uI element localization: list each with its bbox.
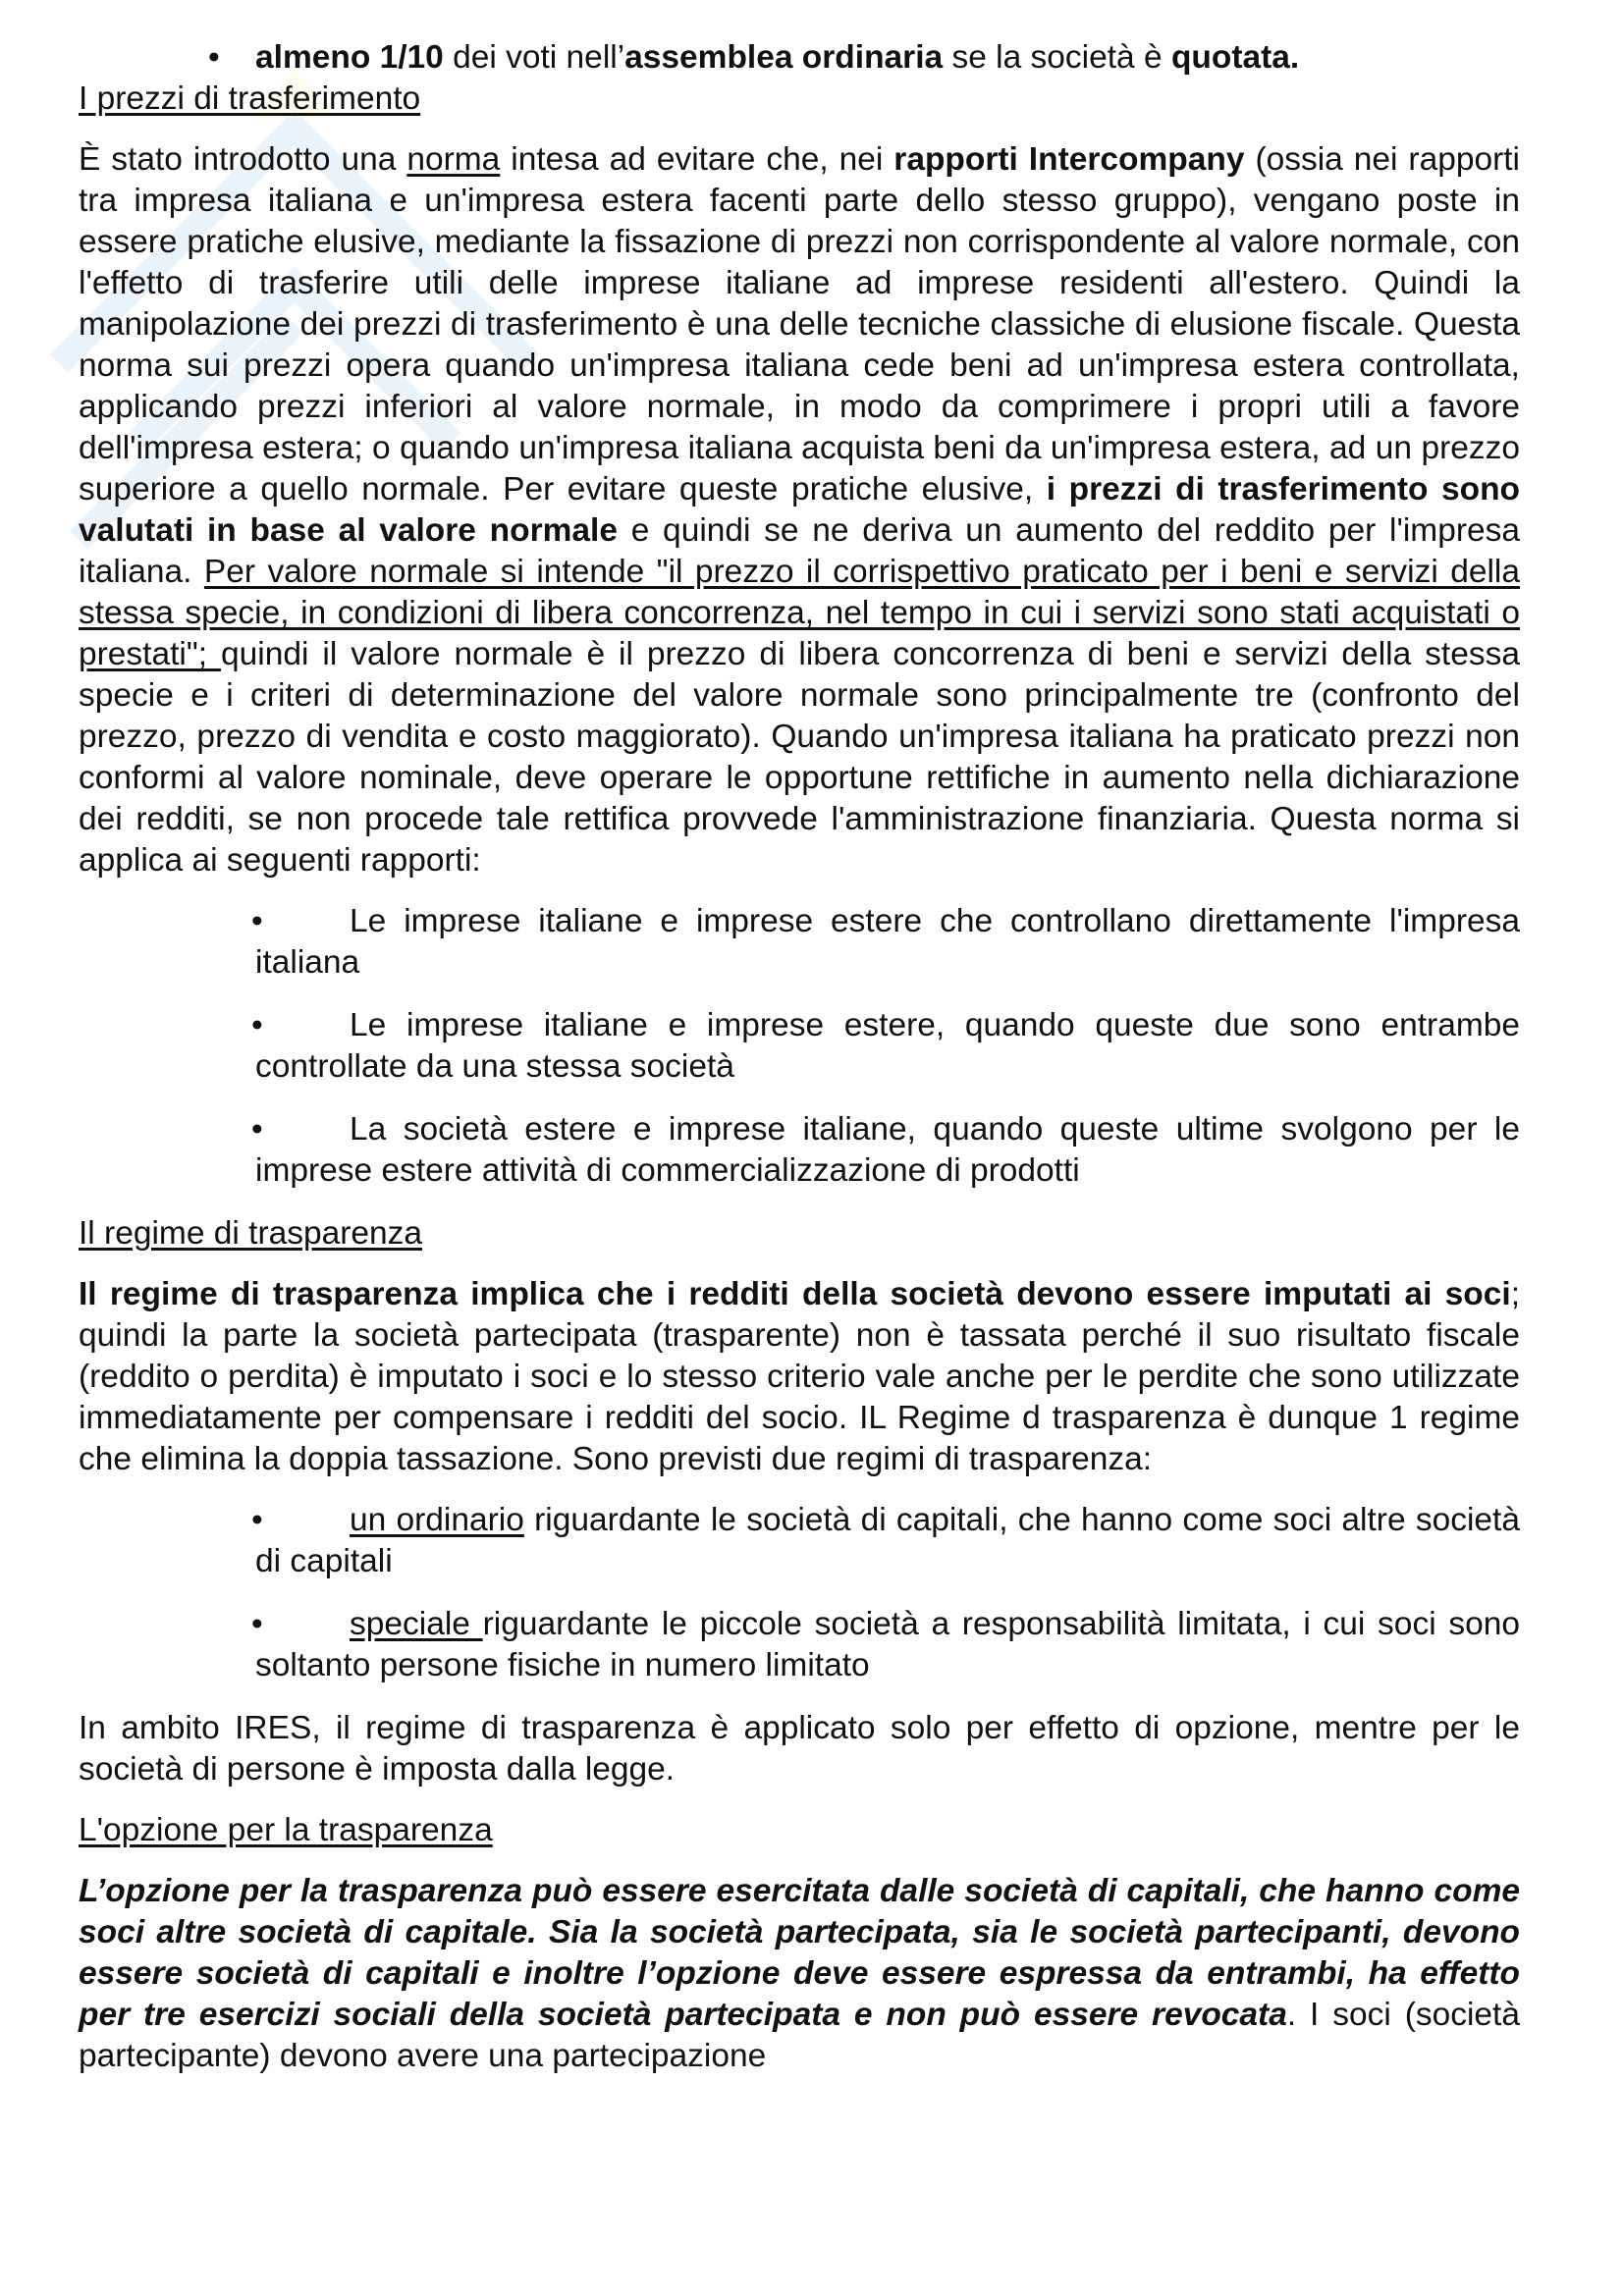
bold-text: rapporti Intercompany <box>893 141 1245 178</box>
list-item <box>251 1500 1520 1582</box>
underlined-text: norma <box>406 141 501 178</box>
list-item-text: La società estere e imprese italiane, quando queste ultime svolgono per le imprese estere attività di commercializzazione di prodotti <box>255 1111 1520 1189</box>
document-page <box>79 37 1520 2077</box>
top-bullet-item <box>208 37 1520 79</box>
list-item-text <box>255 1500 1520 1582</box>
section-heading-opzione: L'opzione per la trasparenza <box>79 1812 493 1848</box>
text-run: intesa ad evitare che, nei <box>500 141 894 178</box>
bold-text: assemblea ordinaria <box>624 39 944 76</box>
bullet-icon: • <box>251 1007 263 1043</box>
paragraph-ires: In ambito IRES, il regime di trasparenza è applicato solo per effetto di opzione, mentre per le società di persone è imposta dalla legge. <box>79 1710 1520 1788</box>
underlined-text: speciale <box>350 1606 483 1642</box>
bullet-icon: • <box>251 1606 263 1642</box>
bullet-icon: • <box>251 903 263 939</box>
text-run: riguardante le piccole società a responsabilità limitata, i cui soci sono soltanto persone fisiche in numero limitato <box>255 1606 1520 1683</box>
bullet-icon: • <box>208 39 220 76</box>
bullet-list-regimi <box>79 1500 1520 1686</box>
text-run: dei voti nell’ <box>443 39 625 76</box>
section-heading-prezzi: I prezzi di trasferimento <box>79 80 421 117</box>
bold-text: Il regime di trasparenza implica che i redditi della società devono essere imputati ai soci <box>79 1276 1511 1312</box>
paragraph-prezzi <box>79 139 1520 881</box>
paragraph-trasparenza <box>79 1274 1520 1480</box>
list-item <box>251 1109 1520 1192</box>
paragraph-opzione <box>79 1871 1520 2077</box>
bullet-icon: • <box>251 1502 263 1538</box>
list-item <box>251 901 1520 984</box>
bold-text: almeno 1/10 <box>255 39 444 76</box>
bullet-icon: • <box>251 1111 263 1148</box>
list-item <box>251 1005 1520 1088</box>
underlined-text: Per valore normale si intende "il prezzo il corrispettivo praticato per i beni e servizi della stessa specie, in condizioni di libera concorrenza, nel tempo in cui i servizi sono stati acquistati o prestati"; <box>79 554 1520 672</box>
section-heading-trasparenza: Il regime di trasparenza <box>79 1215 423 1252</box>
text-run: È stato introdotto una <box>79 141 407 178</box>
list-item <box>251 1604 1520 1686</box>
text-run: e quindi se ne deriva un aumento del reddito per l'impresa italiana. <box>79 512 1521 590</box>
list-item-text: Le imprese italiane e imprese estere, quando queste due sono entrambe controllate da una stessa società <box>255 1007 1520 1085</box>
text-run: riguardante le società di capitali, che hanno come soci altre società di capitali <box>255 1502 1520 1579</box>
text-run: . I soci (società partecipante) devono avere una partecipazione <box>79 1997 1520 2074</box>
text-run: quindi il valore normale è il prezzo di libera concorrenza di beni e servizi della stessa specie e i criteri di determinazione del valore normale sono principalmente tre (confronto del prezzo, prezzo di vendita e costo maggiorato). Quando un'impresa italiana ha praticato prezzi non conformi al valore nominale, deve operare le opportune rettifiche in aumento nella dichiarazione dei redditi, se non procede tale rettifica provvede l'amministrazione finanziaria. Questa norma si applica ai seguenti rapporti: <box>79 636 1520 879</box>
list-item-text: Le imprese italiane e imprese estere che controllano direttamente l'impresa italiana <box>255 903 1520 981</box>
list-item-text <box>255 1604 1520 1686</box>
bullet-list-rapporti <box>79 901 1520 1192</box>
bold-italic-text: L’opzione per la trasparenza può essere esercitata dalle società di capitali, che hanno come soci altre società di capitale. Sia la società partecipata, sia le società partecipanti, devono essere società di capitali e inoltre l’opzione deve essere espressa da entrambi, ha effetto per tre esercizi sociali della società partecipata e non può essere revocata <box>79 1873 1520 2033</box>
text-run: ; quindi la parte la società partecipata (trasparente) non è tassata perché il suo risultato fiscale (reddito o perdita) è imputato i soci e lo stesso criterio vale anche per le perdite che sono utilizzate immediatamente per compensare i redditi del socio. IL Regime d trasparenza è dunque 1 regime che elimina la doppia tassazione. Sono previsti due regimi di trasparenza: <box>79 1276 1520 1477</box>
bold-text: i prezzi di trasferimento sono valutati in base al valore normale <box>79 471 1520 549</box>
text-run: (ossia nei rapporti tra impresa italiana e un'impresa estera facenti parte dello stesso gruppo), vengano poste in essere pratiche elusive, mediante la fissazione di prezzi non corrispondente al valore normale, con l'effetto di trasferire utili delle imprese italiane ad imprese residenti all'estero. Quindi la manipolazione dei prezzi di trasferimento è una delle tecniche classiche di elusione fiscale. Questa norma sui prezzi opera quando un'impresa italiana cede beni ad un'impresa estera controllata, applicando prezzi inferiori al valore normale, in modo da comprimere i propri utili a favore dell'impresa estera; o quando un'impresa italiana acquista beni da un'impresa estera, ad un prezzo superiore a quello normale. Per evitare queste pratiche elusive, <box>79 141 1520 507</box>
text-run: se la società è <box>943 39 1171 76</box>
bold-text: quotata. <box>1170 39 1300 76</box>
underlined-text: un ordinario <box>350 1502 524 1538</box>
